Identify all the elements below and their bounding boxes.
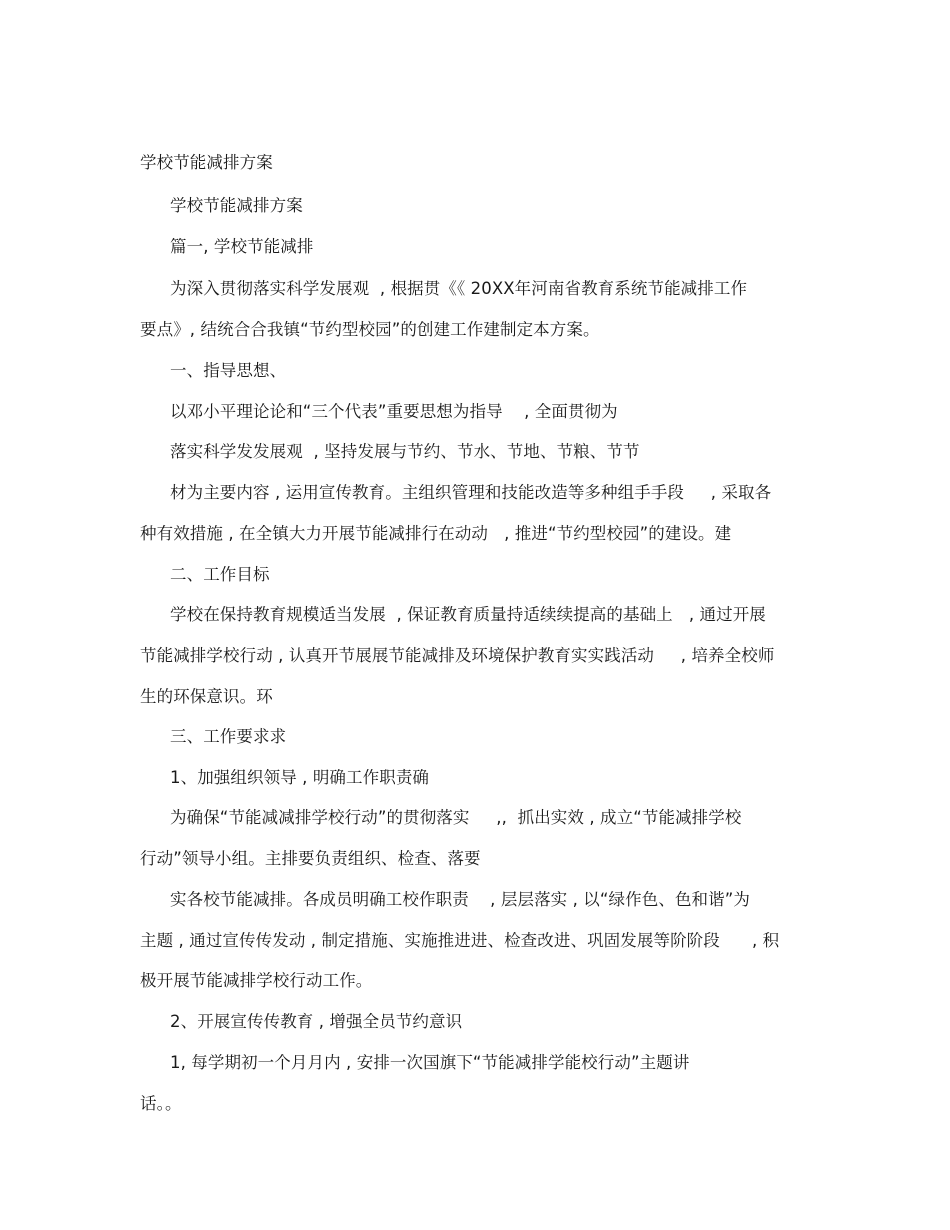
paragraph-line: 要点》, 结统合合我镇“节约型校园”的创建工作建制定本方案。: [140, 320, 600, 339]
paragraph-line: 1, 每学期初一个月月内 , 安排一次国旗下“节能减排学能校行动”主题讲: [170, 1053, 690, 1072]
paragraph-line: 以邓小平理论论和“三个代表”重要思想为指导 , 全面贯彻为: [170, 402, 618, 421]
paragraph-line: 主题 , 通过宣传传发动 , 制定措施、实施推进进、检查改进、巩固发展等阶阶段 , 积: [140, 931, 780, 950]
paragraph-line: 种有效措施 , 在全镇大力开展节能减排行在动动 , 推进“节约型校园”的建设。建: [140, 524, 732, 543]
paragraph-line: 生的环保意识。环: [140, 687, 273, 706]
document-title: 学校节能减排方案: [140, 153, 273, 172]
subheading-publicity: 2、开展宣传传教育 , 增强全员节约意识: [170, 1012, 463, 1031]
paragraph-line: 为深入贯彻落实科学发展观 , 根据贯《《 20XX年河南省教育系统节能减排工作: [170, 279, 748, 298]
chapter-heading: 篇一, 学校节能减排: [170, 237, 314, 256]
paragraph-line: 为确保“节能减减排学校行动”的贯彻落实 ,, 抓出实效 , 成立“节能减排学校: [170, 808, 742, 827]
paragraph-line: 学校在保持教育规模适当发展 , 保证教育质量持适续续提高的基础上 , 通过开展: [170, 605, 766, 624]
paragraph-line: 话。。: [140, 1094, 182, 1113]
subheading-organization: 1、加强组织领导 , 明确工作职责确: [170, 768, 430, 787]
paragraph-line: 材为主要内容 , 运用宣传教育。主组织管理和技能改造等多种组手手段 , 采取各: [170, 483, 772, 502]
paragraph-line: 行动”领导小组。主排要负责组织、检查、落要: [140, 849, 481, 868]
paragraph-line: 落实科学发发展观 , 坚持发展与节约、节水、节地、节粮、节节: [170, 442, 640, 461]
paragraph-line: 实各校节能减排。各成员明确工校作职责 , 层层落实 , 以“绿作色、色和谐”为: [170, 890, 750, 909]
paragraph-line: 节能减排学校行动 , 认真开节展展节能减排及环境保护教育实实践活动 , 培养全校师: [140, 646, 775, 665]
section-title: 学校节能减排方案: [170, 196, 303, 215]
heading-guiding-thought: 一、指导思想、: [170, 361, 287, 380]
heading-work-goals: 二、工作目标: [170, 565, 270, 584]
heading-work-requirements: 三、工作要求求: [170, 727, 287, 746]
paragraph-line: 极开展节能减排学校行动工作。: [140, 971, 373, 990]
